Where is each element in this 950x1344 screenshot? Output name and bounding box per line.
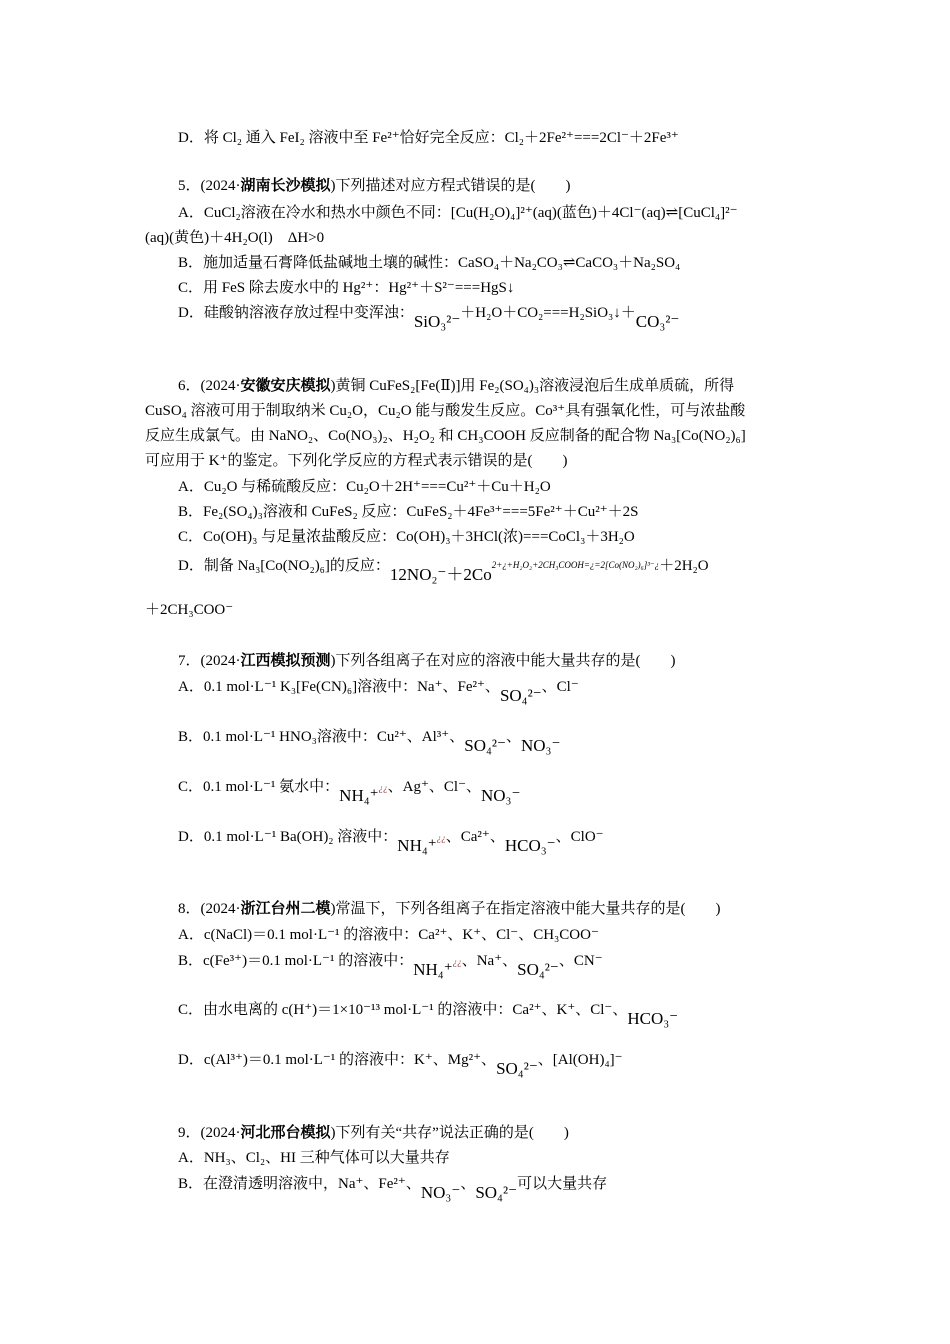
- q6-option-c: C．Co(OH)₃ 与足量浓盐酸反应：Co(OH)₃＋3HCl(浓)===CoCl₃＋3H₂O: [178, 529, 635, 545]
- q9-b-end: 可以大量共存: [517, 1176, 608, 1192]
- q5-d-prefix: D．硅酸钠溶液存放过程中变浑浊：: [178, 305, 414, 321]
- q5-option-d: [178, 303, 679, 332]
- garbled-chars: ¿¿: [378, 783, 388, 793]
- separator: 、: [505, 729, 521, 745]
- q9-source: 河北邢台模拟: [240, 1125, 331, 1141]
- q7-option-c: [178, 777, 520, 806]
- q7-d-middle: 、Ca²⁺、: [445, 829, 505, 845]
- q8-d-end: 、[Al(OH)₄]⁻: [537, 1052, 623, 1068]
- q7-option-d: [178, 827, 604, 856]
- ion-sio3: SiO₃²⁻: [413, 312, 461, 331]
- q6-d-garbled: 2+¿+H₂O₂+2CH₃COOH=¿=2[Co(NO₂)₆]³⁻¿: [491, 560, 660, 570]
- q7-a-end: 、Cl⁻: [541, 679, 579, 695]
- q8-c-text: C．由水电离的 c(H⁺)＝1×10⁻¹³ mol·L⁻¹ 的溶液中：Ca²⁺、K⁺、Cl⁻、: [178, 1002, 628, 1018]
- ion-nh4: NH₄⁺: [413, 960, 453, 979]
- q8-option-c: [178, 1000, 678, 1029]
- q8-number: 8．(2024·: [178, 901, 241, 917]
- q5-text: )下列描述对应方程式错误的是( ): [330, 178, 571, 194]
- q7-c-middle: 、Ag⁺、Cl⁻、: [387, 779, 481, 795]
- ion-so4: SO₄²⁻: [475, 1183, 518, 1202]
- q5-option-a-line1: A．CuCl₂溶液在冷水和热水中颜色不同：[Cu(H₂O)₄]²⁺(aq)(蓝色)＋4Cl⁻(aq)⇌[CuCl₄]²⁻: [178, 205, 738, 221]
- ion-hco3: HCO₃⁻: [504, 836, 556, 855]
- garbled-chars: ¿¿: [452, 957, 462, 967]
- q8-b-text: B．c(Fe³⁺)＝0.1 mol·L⁻¹ 的溶液中：: [178, 953, 414, 969]
- q5-option-c: C．用 FeS 除去废水中的 Hg²⁺：Hg²⁺＋S²⁻===HgS↓: [178, 280, 515, 296]
- q8-source: 浙江台州二模: [240, 901, 331, 917]
- ion-so4: SO₄²⁻: [499, 686, 542, 705]
- q7-number: 7．(2024·: [178, 653, 241, 669]
- q9-number: 9．(2024·: [178, 1125, 241, 1141]
- q6-option-a: A．Cu₂O 与稀硫酸反应：Cu₂O＋2H⁺===Cu²⁺＋Cu＋H₂O: [178, 479, 551, 495]
- q5-d-middle: ＋H₂O＋CO₂===H₂SiO₃↓＋: [460, 305, 636, 321]
- q9-option-b: [178, 1174, 607, 1203]
- q7-a-text: A．0.1 mol·L⁻¹ K₃[Fe(CN)₆]溶液中：Na⁺、Fe²⁺、: [178, 679, 500, 695]
- q7-d-text: D．0.1 mol·L⁻¹ Ba(OH)₂ 溶液中：: [178, 829, 398, 845]
- separator: 、: [460, 1176, 476, 1192]
- q7-option-a: [178, 677, 579, 706]
- q6-stem-line1: [178, 376, 734, 396]
- q5-option-a-line2: (aq)(黄色)＋4H₂O(l) ΔH>0: [145, 230, 325, 246]
- q6-option-b: B．Fe₂(SO₄)₃溶液和 CuFeS₂ 反应：CuFeS₂＋4Fe³⁺===5Fe²⁺＋Cu²⁺＋2S: [178, 504, 639, 520]
- q6-stem-line3: 反应生成氯气。由 NaNO₂、Co(NO₃)₂、H₂O₂ 和 CH₃COOH 反应制备的配合物 Na₃[Co(NO₂)₆]: [145, 428, 746, 444]
- q6-d-end: ＋2H₂O: [659, 558, 709, 574]
- q8-option-b: [178, 951, 603, 980]
- q9-b-text: B．在澄清透明溶液中，Na⁺、Fe²⁺、: [178, 1176, 421, 1192]
- q7-b-text: B．0.1 mol·L⁻¹ HNO₃溶液中：Cu²⁺、Al³⁺、: [178, 729, 465, 745]
- q7-stem: [178, 651, 676, 671]
- q6-d-equation: 12NO₂⁻＋2Co: [389, 565, 492, 584]
- ion-nh4: NH₄⁺: [397, 836, 437, 855]
- q6-option-d: [178, 555, 709, 585]
- ion-so4: SO₄²⁻: [517, 960, 559, 979]
- q8-text: )常温下，下列各组离子在指定溶液中能大量共存的是( ): [330, 901, 721, 917]
- q7-text: )下列各组离子在对应的溶液中能大量共存的是( ): [330, 653, 676, 669]
- ion-no3: NO₃⁻: [480, 786, 521, 805]
- q8-option-a: A．c(NaCl)＝0.1 mol·L⁻¹ 的溶液中：Ca²⁺、K⁺、Cl⁻、CH₃COO⁻: [178, 927, 599, 943]
- q8-d-text: D．c(Al³⁺)＝0.1 mol·L⁻¹ 的溶液中：K⁺、Mg²⁺、: [178, 1052, 497, 1068]
- garbled-chars: ¿¿: [436, 833, 446, 843]
- q7-c-text: C．0.1 mol·L⁻¹ 氨水中：: [178, 779, 340, 795]
- q5-stem: [178, 176, 571, 196]
- q6-number: 6．(2024·: [178, 378, 241, 394]
- q6-option-d-cont: ＋2CH₃COO⁻: [145, 602, 234, 618]
- q7-option-b: [178, 727, 560, 756]
- q8-option-d: [178, 1050, 623, 1079]
- ion-no3: NO₃⁻: [420, 1183, 461, 1202]
- q7-d-end: 、ClO⁻: [555, 829, 604, 845]
- ion-hco3: HCO₃⁻: [627, 1009, 679, 1028]
- q9-text: )下列有关“共存”说法正确的是( ): [330, 1125, 569, 1141]
- q5-source: 湖南长沙模拟: [240, 178, 331, 194]
- q4-option-d: D．将 Cl₂ 通入 FeI₂ 溶液中至 Fe²⁺恰好完全反应：Cl₂＋2Fe²⁺===2Cl⁻＋2Fe³⁺: [178, 130, 679, 146]
- ion-nh4: NH₄⁺: [339, 786, 379, 805]
- ion-co3: CO₃²⁻: [635, 312, 680, 331]
- q6-stem-line4: 可应用于 K⁺的鉴定。下列化学反应的方程式表示错误的是( ): [145, 453, 568, 469]
- q6-text: )黄铜 CuFeS₂[Fe(Ⅱ)]用 Fe₂(SO₄)₃溶液浸泡后生成单质硫，所得: [330, 378, 735, 394]
- q6-d-prefix: D．制备 Na₃[Co(NO₂)₆]的反应：: [178, 558, 390, 574]
- q6-stem-line2: CuSO₄ 溶液可用于制取纳米 Cu₂O，Cu₂O 能与酸发生反应。Co³⁺具有强氧化性，可与浓盐酸: [145, 403, 746, 419]
- q8-b-middle: 、Na⁺、: [461, 953, 518, 969]
- q5-option-b: B．施加适量石膏降低盐碱地土壤的碱性：CaSO₄＋Na₂CO₃⇌CaCO₃＋Na₂SO₄: [178, 255, 681, 271]
- q8-b-end: 、CN⁻: [558, 953, 603, 969]
- q6-source: 安徽安庆模拟: [240, 378, 331, 394]
- q7-source: 江西模拟预测: [240, 653, 331, 669]
- q8-stem: [178, 899, 721, 919]
- ion-no3: NO₃⁻: [520, 736, 561, 755]
- ion-so4: SO₄²⁻: [496, 1059, 538, 1078]
- q9-stem: [178, 1123, 569, 1143]
- ion-so4: SO₄²⁻: [464, 736, 506, 755]
- q5-number: 5．(2024·: [178, 178, 241, 194]
- q9-option-a: A．NH₃、Cl₂、HI 三种气体可以大量共存: [178, 1150, 450, 1166]
